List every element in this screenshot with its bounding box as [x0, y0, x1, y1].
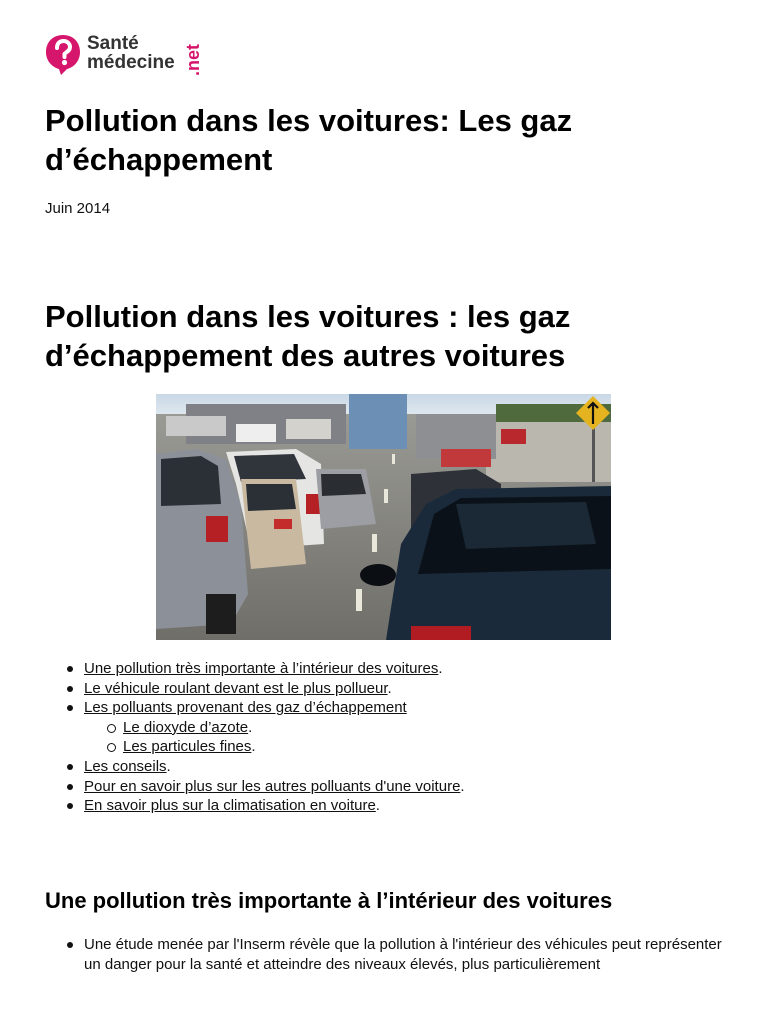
page-title: Pollution dans les voitures: Les gaz d’échappement	[45, 103, 573, 177]
content-paragraph: Une étude menée par l'Inserm révèle que la pollution à l'intérieur des véhicules peut représenter un danger pour la santé et atteindre des niveaux élevés, plus particulièrement	[45, 935, 735, 975]
toc-suffix: .	[248, 718, 253, 736]
toc-link[interactable]: Une pollution très importante à l’intérieur des voitures	[84, 660, 439, 677]
toc-link[interactable]: Le véhicule roulant devant est le plus pollueur	[84, 679, 388, 697]
publish-date: Juin 2014	[45, 200, 111, 217]
toc-subitem	[45, 737, 725, 757]
toc-item	[45, 777, 725, 797]
logo-suffix: .net	[183, 43, 203, 76]
section-heading: Une pollution très importante à l’intérieur des voitures	[45, 888, 613, 913]
toc-link[interactable]: En savoir plus sur la climatisation en voiture	[84, 797, 376, 815]
toc-item	[45, 796, 725, 816]
toc-suffix: .	[166, 757, 171, 775]
toc-item	[45, 698, 725, 718]
toc-item	[45, 659, 725, 679]
toc-link[interactable]: Les particules fines	[123, 738, 252, 756]
question-bubble-icon	[45, 34, 81, 76]
toc-item	[45, 757, 725, 777]
toc-link[interactable]: Pour en savoir plus sur les autres polluants d'une voiture	[84, 777, 461, 795]
toc-link[interactable]: Les polluants provenant des gaz d’échappement	[84, 699, 407, 717]
traffic-jam-photo	[156, 394, 611, 640]
toc-suffix: .	[251, 738, 256, 756]
content-list	[45, 935, 735, 975]
logo-line2: médecine	[87, 52, 175, 73]
toc-suffix: .	[375, 797, 380, 815]
section-title: Pollution dans les voitures : les gaz d’échappement des autres voitures	[45, 299, 571, 373]
toc-link[interactable]: Les conseils	[84, 757, 167, 775]
logo-wordmark	[87, 34, 175, 72]
toc-link[interactable]: Le dioxyde d’azote	[123, 718, 249, 736]
table-of-contents	[45, 659, 725, 816]
toc-item	[45, 679, 725, 699]
toc-suffix: .	[387, 679, 392, 697]
toc-subitem	[45, 718, 725, 738]
toc-suffix: .	[438, 660, 443, 677]
logo-line1: Santé	[87, 33, 139, 54]
toc-suffix: .	[460, 777, 465, 795]
site-logo[interactable]	[45, 34, 215, 78]
